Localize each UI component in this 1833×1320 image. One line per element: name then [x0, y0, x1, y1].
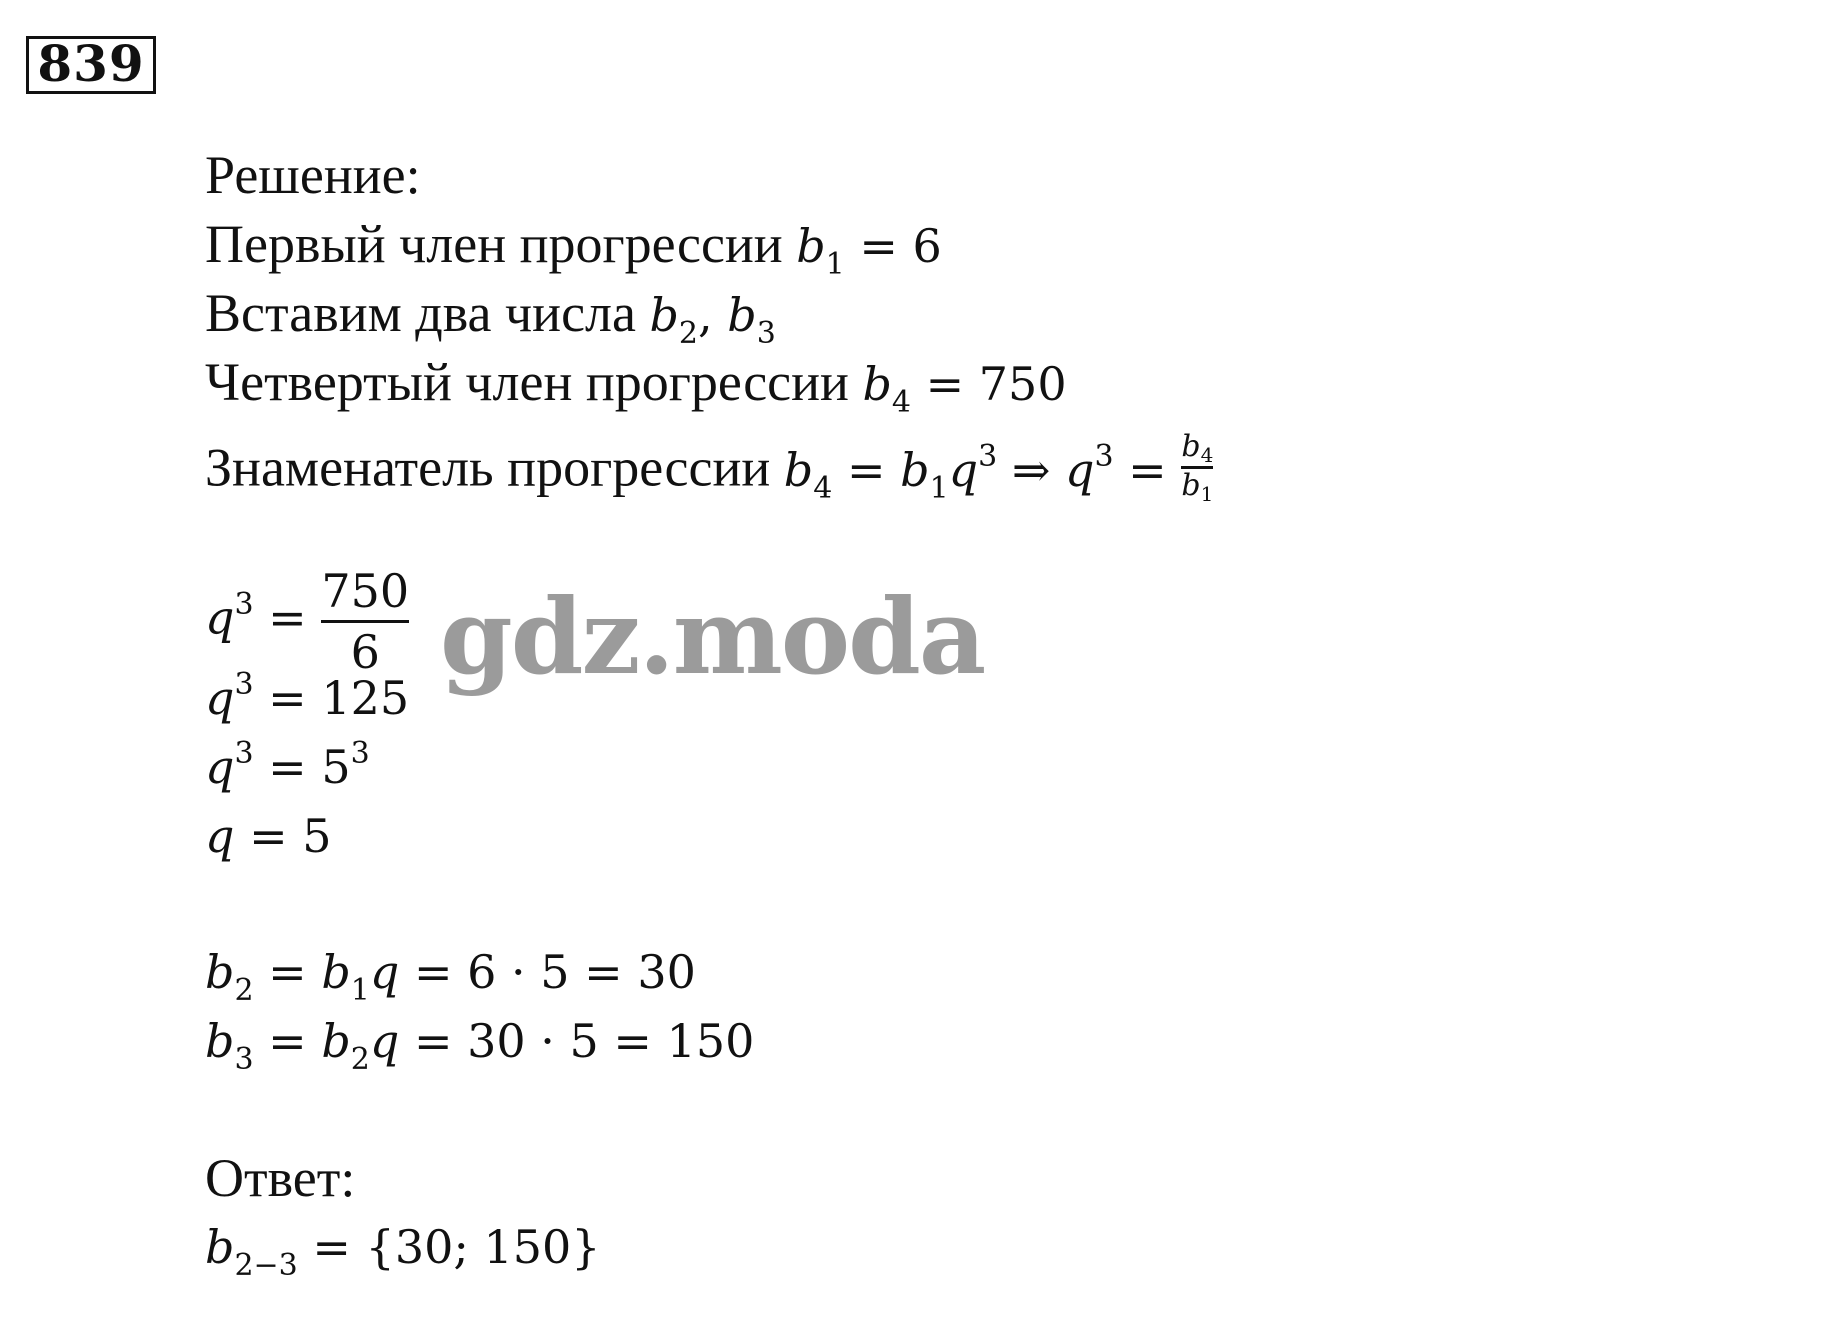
ratio-text: Знаменатель прогрессии — [205, 437, 771, 498]
problem-number: 839 — [26, 36, 156, 94]
term-b2-line: $b_2 = b_1q = 6 \cdot 5 = 30$ — [205, 945, 696, 1008]
first-term-line — [205, 214, 942, 283]
calc-line-1: $q^3$ = $\frac{750}{6}$ — [205, 564, 410, 679]
fourth-term-line — [205, 352, 1067, 421]
watermark: gdz.moda — [440, 575, 985, 698]
answer-line: $b_{2-3} = \{30$; 150} — [205, 1220, 601, 1283]
fourth-term-text: Четвертый член прогрессии — [205, 352, 849, 412]
calc-line-3: $q^3 = 5^3$ — [205, 736, 370, 794]
fourth-term-formula: $b_4 = 750$ — [862, 357, 1067, 420]
first-term-text: Первый член прогрессии — [205, 214, 783, 274]
ratio-formula: $b_4 = b_1q^3$ ⇒ $q^3$ = $\frac{b_4}{b_1}$ — [783, 429, 1214, 506]
calc-line-4: q = 5 — [205, 809, 332, 863]
calc-fraction: $\frac{750}{6}$ — [321, 564, 410, 679]
ratio-fraction: $\frac{b_4}{b_1}$ — [1181, 429, 1214, 506]
insert-line — [205, 283, 776, 352]
solution-heading: Решение: — [205, 145, 421, 205]
insert-formula: $b_2$, $b_3$ — [649, 288, 776, 351]
calc-line-2: $q^3 = 125$ — [205, 667, 410, 725]
answer-label: Ответ: — [205, 1148, 356, 1208]
term-b3-line: $b_3 = b_2q = 30 \cdot 5 = 150$ — [205, 1014, 755, 1077]
ratio-line — [205, 429, 1214, 511]
insert-text: Вставим два числа — [205, 283, 636, 343]
first-term-formula: $b_1 = 6$ — [796, 219, 942, 282]
